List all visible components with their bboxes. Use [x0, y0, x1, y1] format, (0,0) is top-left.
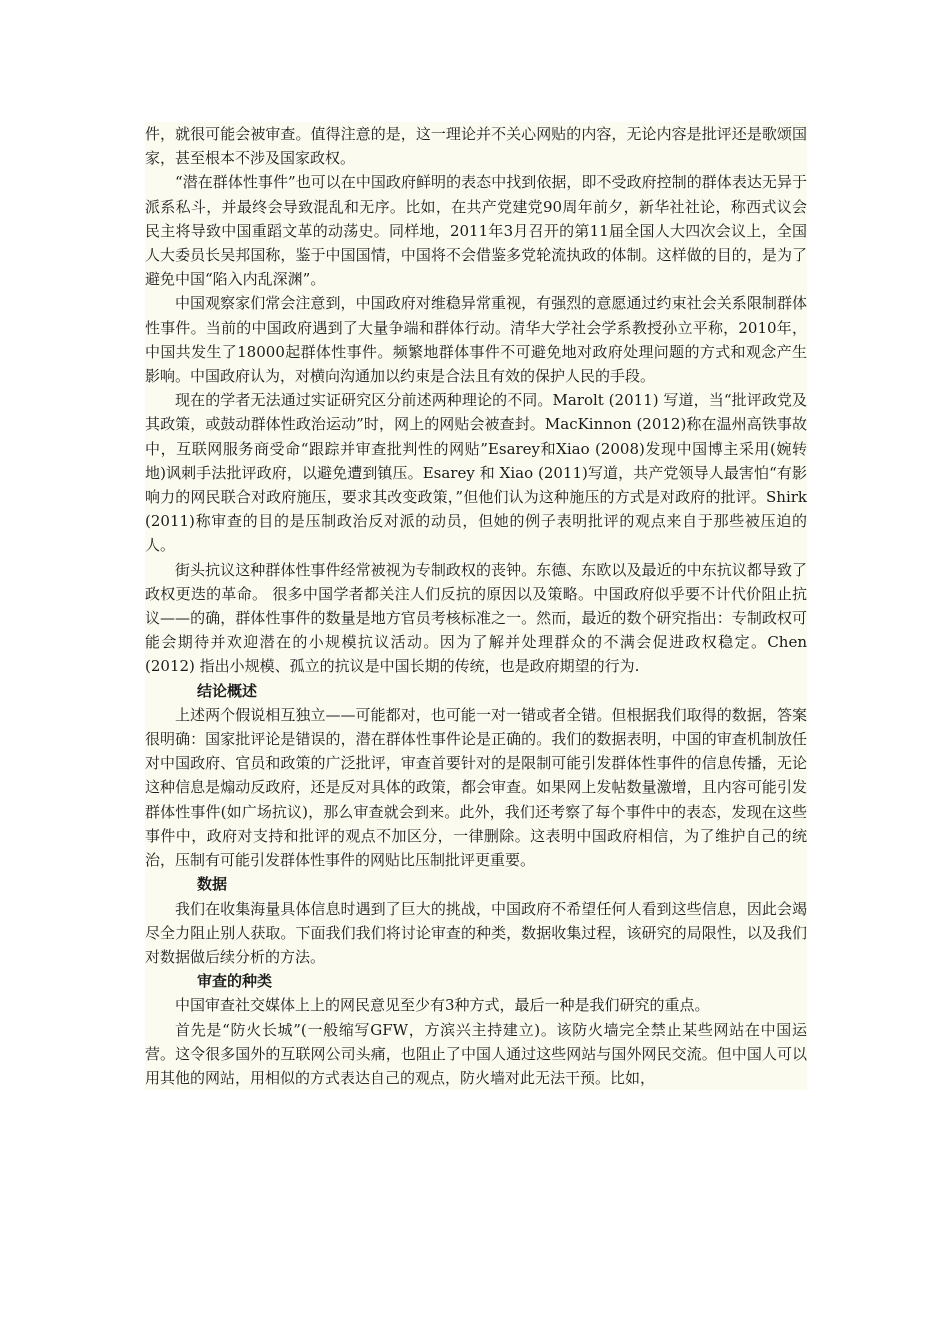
paragraph: 件，就很可能会被审查。值得注意的是，这一理论并不关心网贴的内容，无论内容是批评还是歌颂国家，甚至根本不涉及国家政权。: [145, 125, 807, 168]
paragraph: 中国审查社交媒体上上的网民意见至少有3种方式，最后一种是我们研究的重点。: [175, 996, 710, 1015]
section-heading-censorship-types: 审查的种类: [197, 972, 273, 991]
section-heading-conclusion-overview: 结论概述: [197, 681, 258, 700]
paragraph: 街头抗议这种群体性事件经常被视为专制政权的丧钟。东德、东欧以及最近的中东抗议都导致了政权更迭的革命。 很多中国学者都关注人们反抗的原因以及策略。中国政府似乎要不计代价阻止抗议——的确，群体性事件的数量是地方官员考核标准之一。然而，最近的数个研究指出：专制政权可能会期待并欢迎潜在的小规模抗议活动。因为了解并处理群众的不满会促进政权稳定。Chen (2012) 指出小规模、孤立的抗议是中国长期的传统，也是政府期望的行为.: [145, 560, 807, 676]
section-heading-data: 数据: [197, 875, 228, 894]
paragraph: 上述两个假说相互独立——可能都对，也可能一对一错或者全错。但根据我们取得的数据，答案很明确：国家批评论是错误的，潜在群体性事件论是正确的。我们的数据表明，中国的审查机制放任对中国政府、官员和政策的广泛批评，审查首要针对的是限制可能引发群体性事件的信息传播，无论这种信息是煽动反政府，还是反对具体的政策，都会审查。如果网上发帖数量激增，且内容可能引发群体性事件(如广场抗议)，那么审查就会到来。此外，我们还考察了每个事件中的表态，发现在这些事件中，政府对支持和批评的观点不加区分，一律删除。这表明中国政府相信，为了维护自己的统治，压制有可能引发群体性事件的网贴比压制批评更重要。: [145, 705, 807, 870]
paragraph: 首先是“防火长城”(一般缩写GFW，方滨兴主持建立)。该防火墙完全禁止某些网站在中国运营。这令很多国外的互联网公司头痛，也阻止了中国人通过这些网站与国外网民交流。但中国人可以用其他的网站，用相似的方式表达自己的观点，防火墙对此无法干预。比如，: [145, 1020, 807, 1087]
paragraph: 中国观察家们常会注意到，中国政府对维稳异常重视，有强烈的意愿通过约束社会关系限制群体性事件。当前的中国政府遇到了大量争端和群体行动。清华大学社会学系教授孙立平称，2010年，中国共发生了18000起群体性事件。频繁地群体事件不可避免地对政府处理问题的方式和观念产生影响。中国政府认为，对横向沟通加以约束是合法且有效的保护人民的手段。: [145, 294, 807, 386]
paragraph: 我们在收集海量具体信息时遇到了巨大的挑战，中国政府不希望任何人看到这些信息，因此会竭尽全力阻止别人获取。下面我们我们将讨论审查的种类，数据收集过程，该研究的局限性，以及我们对数据做后续分析的方法。: [145, 899, 807, 966]
document-body: [145, 122, 807, 1090]
paragraph: 现在的学者无法通过实证研究区分前述两种理论的不同。Marolt (2011) 写道，当“批评政党及其政策，或鼓动群体性政治运动”时，网上的网贴会被查封。MacKinnon (2012)称在温州高铁事故中，互联网服务商受命“跟踪并审查批判性的网贴”Esarey和Xiao (2008)发现中国博主采用(婉转地)讽刺手法批评政府，以避免遭到镇压。Esarey 和 Xiao (2011)写道，共产党领导人最害怕“有影响力的网民联合对政府施压，要求其改变政策，”但他们认为这种施压的方式是对政府的批评。Shirk (2011)称审查的目的是压制政治反对派的动员，但她的例子表明批评的观点来自于那些被压迫的人。: [145, 391, 807, 555]
paragraph: “潜在群体性事件”也可以在中国政府鲜明的表态中找到依据，即不受政府控制的群体表达无异于派系私斗，并最终会导致混乱和无序。比如，在共产党建党90周年前夕，新华社社论，称西式议会民主将导致中国重蹈文革的动荡史。同样地，2011年3月召开的第11届全国人大四次会议上，全国人大委员长吴邦国称，鉴于中国国情，中国将不会借鉴多党轮流执政的体制。这样做的目的，是为了避免中国“陷入内乱深渊”。: [145, 173, 807, 289]
